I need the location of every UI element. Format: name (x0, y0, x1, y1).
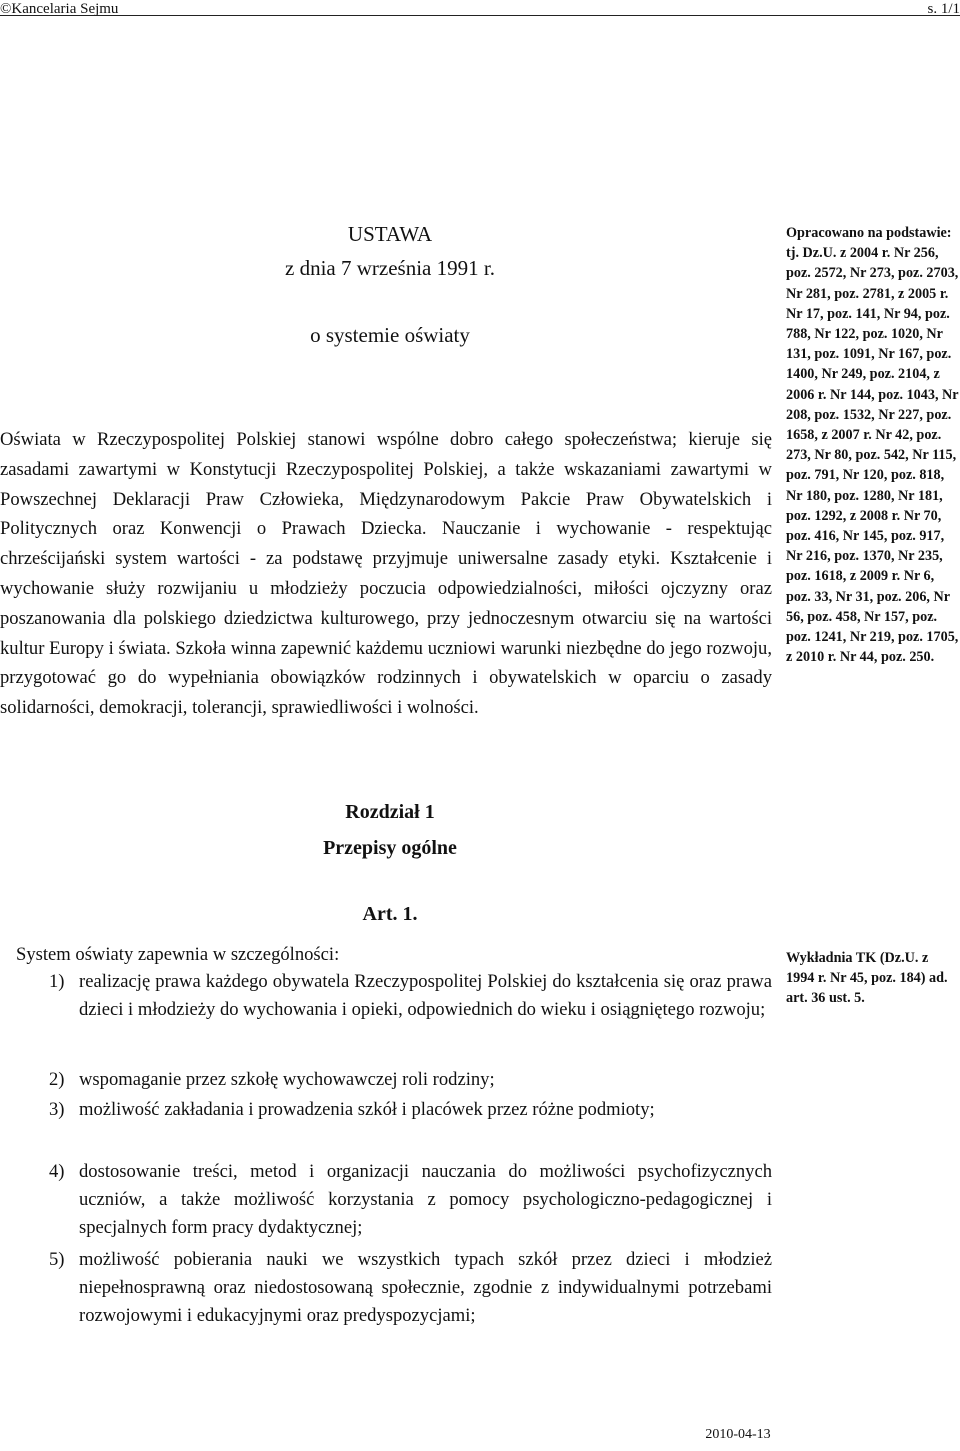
list-item (49, 1066, 772, 1094)
header-source: ©Kancelaria Sejmu (0, 1, 119, 17)
preamble (0, 425, 772, 723)
list-item-number: 1) (49, 971, 65, 992)
preamble-part-1: Oświata w Rzeczypospolitej Polskiej stanowi wspólne dobro całego społeczeństwa; kieruje się zasadami zawartymi w Konstytucji Rzeczypospolitej Polskiej, a także wskazaniami zawartymi w Powszechnej Deklaracji Praw Człowieka, Międzynarodowym Pakcie Praw Obywatelskich i Politycznych oraz Konwencji o Prawach Dziecka. (0, 429, 772, 540)
act-type: USTAWA (347, 222, 433, 246)
list-item-number: 5) (49, 1249, 65, 1270)
article-lead (0, 940, 772, 970)
list-item-text: wspomaganie przez szkołę wychowawczej roli rodziny; (79, 1069, 495, 1090)
preamble-part-4: Szkoła winna zapewnić każdemu uczniowi warunki niezbędne do jego rozwoju, przygotować go do wypełniania obowiązków rodzinnych i obywatelskich w oparciu o zasady solidarności, demokracji, tolerancji, sprawiedliwości i wolności. (0, 637, 772, 719)
chapter-number: Rozdział 1 (345, 801, 435, 823)
side-note-sources-text: Opracowano na podstawie: tj. Dz.U. z 2004 r. Nr 256, poz. 2572, Nr 273, poz. 2703, Nr 281, poz. 2781, z 2005 r. Nr 17, poz. 141, Nr 94, poz. 788, Nr 122, poz. 1020, Nr 131, poz. 1091, Nr 167, poz. 1400, Nr 249, poz. 2104, z 2006 r. Nr 144, poz. 1043, Nr 208, poz. 1532, Nr 227, poz. 1658, z 2007 r. Nr 42, poz. 273, Nr 80, poz. 542, Nr 115, poz. 791, Nr 120, poz. 818, Nr 180, poz. 1280, Nr 181, poz. 1292, z 2008 r. Nr 70, poz. 416, Nr 145, poz. 917, Nr 216, poz. 1370, Nr 235, poz. 1618, z 2009 r. Nr 6, poz. 33, Nr 31, poz. 206, Nr 56, poz. 458, Nr 157, poz. poz. 1241, Nr 219, poz. 1705, z 2010 r. Nr 44, poz. 250. (786, 225, 959, 666)
list-item-text: dostosowanie treści, metod i organizacji nauczania do możliwości psychofizycznych uczniów, a także możliwość korzystania z pomocy psychologiczno-pedagogicznej i specjalnych form pracy dydaktycznej; (79, 1161, 772, 1238)
preamble-part-3: Kształcenie i wychowanie służy rozwijaniu u młodzieży poczucia odpowiedzialności, miłości ojczyzny oraz poszanowania dla polskiego dziedzictwa kulturowego, przy jednoczesnym otwarciu się na wartości kultur Europy i świata. (0, 548, 772, 659)
article-label: Art. 1. (362, 903, 418, 925)
list-item (49, 1096, 772, 1124)
list-item-number: 4) (49, 1161, 65, 1182)
article-lead-text: System oświaty zapewnia w szczególności: (16, 944, 340, 965)
preamble-text (0, 425, 772, 723)
list-item-number: 3) (49, 1099, 65, 1120)
preamble-part-2: Nauczanie i wychowanie - respektując chrześcijański system wartości - za podstawę przyjmuje uniwersalne zasady etyki. (0, 518, 772, 570)
header-rule (0, 15, 960, 16)
chapter-name: Przepisy ogólne (323, 837, 457, 859)
side-note-interpretation (786, 948, 960, 1009)
list-item-text: realizację prawa każdego obywatela Rzeczypospolitej Polskiej do kształcenia się oraz prawa dzieci i młodzieży do wychowania i opieki, odpowiednich do wieku i osiągniętego rozwoju; (79, 971, 772, 1020)
list-item-number: 2) (49, 1069, 65, 1090)
header-page-number: s. 1/1 (927, 1, 960, 17)
list-item-text: możliwość zakładania i prowadzenia szkół i placówek przez różne podmioty; (79, 1099, 655, 1120)
list-item (49, 1158, 772, 1242)
list-item-text: możliwość pobierania nauki we wszystkich typach szkół przez dzieci i młodzież niepełnosprawną oraz niedostosowaną społecznie, zgodnie z indywidualnymi potrzebami rozwojowymi i edukacyjnymi oraz predyspozycjami; (79, 1249, 772, 1326)
page-footer (0, 1427, 960, 1443)
act-date: z dnia 7 września 1991 r. (285, 256, 495, 280)
list-item (49, 968, 772, 1024)
page-header (0, 0, 960, 18)
side-note-sources (786, 223, 960, 667)
side-note-interpretation-text: Wykładnia TK (Dz.U. z 1994 r. Nr 45, poz. 184) ad. art. 36 ust. 5. (786, 950, 948, 1007)
act-title: o systemie oświaty (310, 323, 470, 347)
list-item (49, 1246, 772, 1330)
footer-date: 2010-04-13 (705, 1427, 771, 1442)
